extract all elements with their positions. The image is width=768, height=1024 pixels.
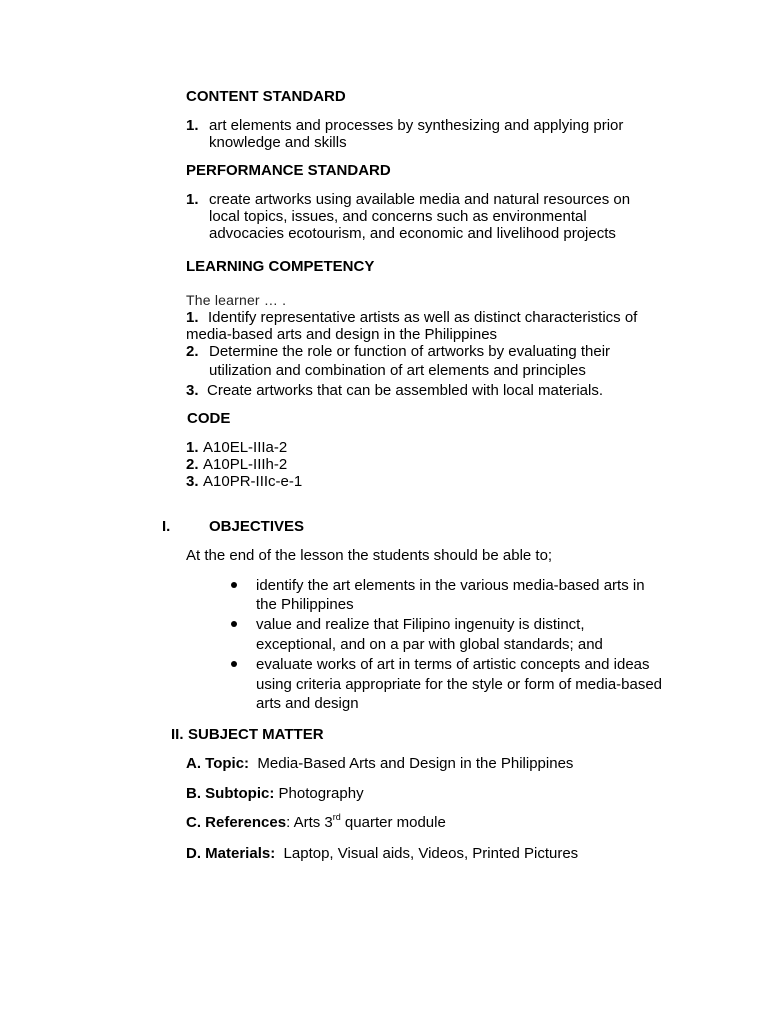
competency-item-number: 1.: [186, 309, 199, 326]
references-superscript: rd: [332, 812, 341, 822]
bullet-icon: [231, 582, 237, 588]
objective-line: the Philippines: [256, 596, 354, 613]
references-row: [186, 814, 446, 831]
code-item-number: 1.: [186, 439, 199, 456]
content-standard-item-line: knowledge and skills: [209, 134, 347, 151]
content-standard-heading: CONTENT STANDARD: [186, 88, 346, 105]
performance-standard-item-line: local topics, issues, and concerns such as environmental: [209, 208, 587, 225]
performance-standard-item-number: 1.: [186, 191, 199, 208]
objective-line: using criteria appropriate for the style or form of media-based: [256, 676, 663, 693]
section-numeral: II.: [171, 726, 184, 743]
topic-label: A. Topic:: [186, 755, 250, 772]
materials-value: Laptop, Visual aids, Videos, Printed Pictures: [283, 845, 579, 862]
competency-item-line: media-based arts and design in the Philippines: [186, 326, 498, 343]
performance-standard-heading: PERFORMANCE STANDARD: [186, 162, 391, 179]
references-value: : Arts 3: [286, 814, 333, 831]
subtopic-row: [186, 785, 364, 802]
topic-value: Media-Based Arts and Design in the Philippines: [257, 755, 574, 772]
materials-row: [186, 845, 578, 862]
materials-label: D. Materials:: [186, 845, 276, 862]
section-numeral: I.: [162, 518, 171, 535]
content-standard-item-number: 1.: [186, 117, 199, 134]
subtopic-label: B. Subtopic:: [186, 785, 275, 802]
performance-standard-item-line: advocacies ecotourism, and economic and livelihood projects: [209, 225, 616, 242]
subject-matter-heading: SUBJECT MATTER: [188, 726, 324, 743]
competency-item-line: utilization and combination of art elements and principles: [209, 362, 586, 379]
competency-item-number: 2.: [186, 343, 199, 360]
topic-row: [186, 755, 573, 772]
content-standard-item-line: art elements and processes by synthesizing and applying prior: [209, 117, 624, 134]
competency-item-number: 3.: [186, 382, 199, 399]
references-label: C. References: [186, 814, 287, 831]
subtopic-value: Photography: [278, 785, 364, 802]
performance-standard-item-line: create artworks using available media and natural resources on: [209, 191, 631, 208]
objectives-heading: OBJECTIVES: [209, 518, 305, 535]
objective-line: evaluate works of art in terms of artistic concepts and ideas: [256, 656, 650, 673]
code-item: A10PL-IIIh-2: [203, 456, 288, 473]
objectives-intro: At the end of the lesson the students should be able to;: [186, 547, 553, 564]
bullet-icon: [231, 661, 237, 667]
competency-item-line: Identify representative artists as well as distinct characteristics of: [208, 309, 638, 326]
learning-competency-heading: LEARNING COMPETENCY: [186, 258, 375, 275]
code-item: A10EL-IIIa-2: [203, 439, 288, 456]
objective-line: exceptional, and on a par with global standards; and: [256, 636, 603, 653]
objective-line: identify the art elements in the various media-based arts in: [256, 577, 645, 594]
code-item-number: 3.: [186, 473, 199, 490]
competency-item-line: Determine the role or function of artworks by evaluating their: [209, 343, 611, 360]
bullet-icon: [231, 621, 237, 627]
learner-intro: The learner … .: [186, 292, 287, 308]
code-item-number: 2.: [186, 456, 199, 473]
competency-item-line: Create artworks that can be assembled with local materials.: [207, 382, 604, 399]
references-value-suffix: quarter module: [340, 814, 446, 831]
code-heading: CODE: [187, 410, 231, 427]
objective-line: arts and design: [256, 695, 359, 712]
objective-line: value and realize that Filipino ingenuity is distinct,: [256, 616, 585, 633]
code-item: A10PR-IIIc-e-1: [203, 473, 303, 490]
